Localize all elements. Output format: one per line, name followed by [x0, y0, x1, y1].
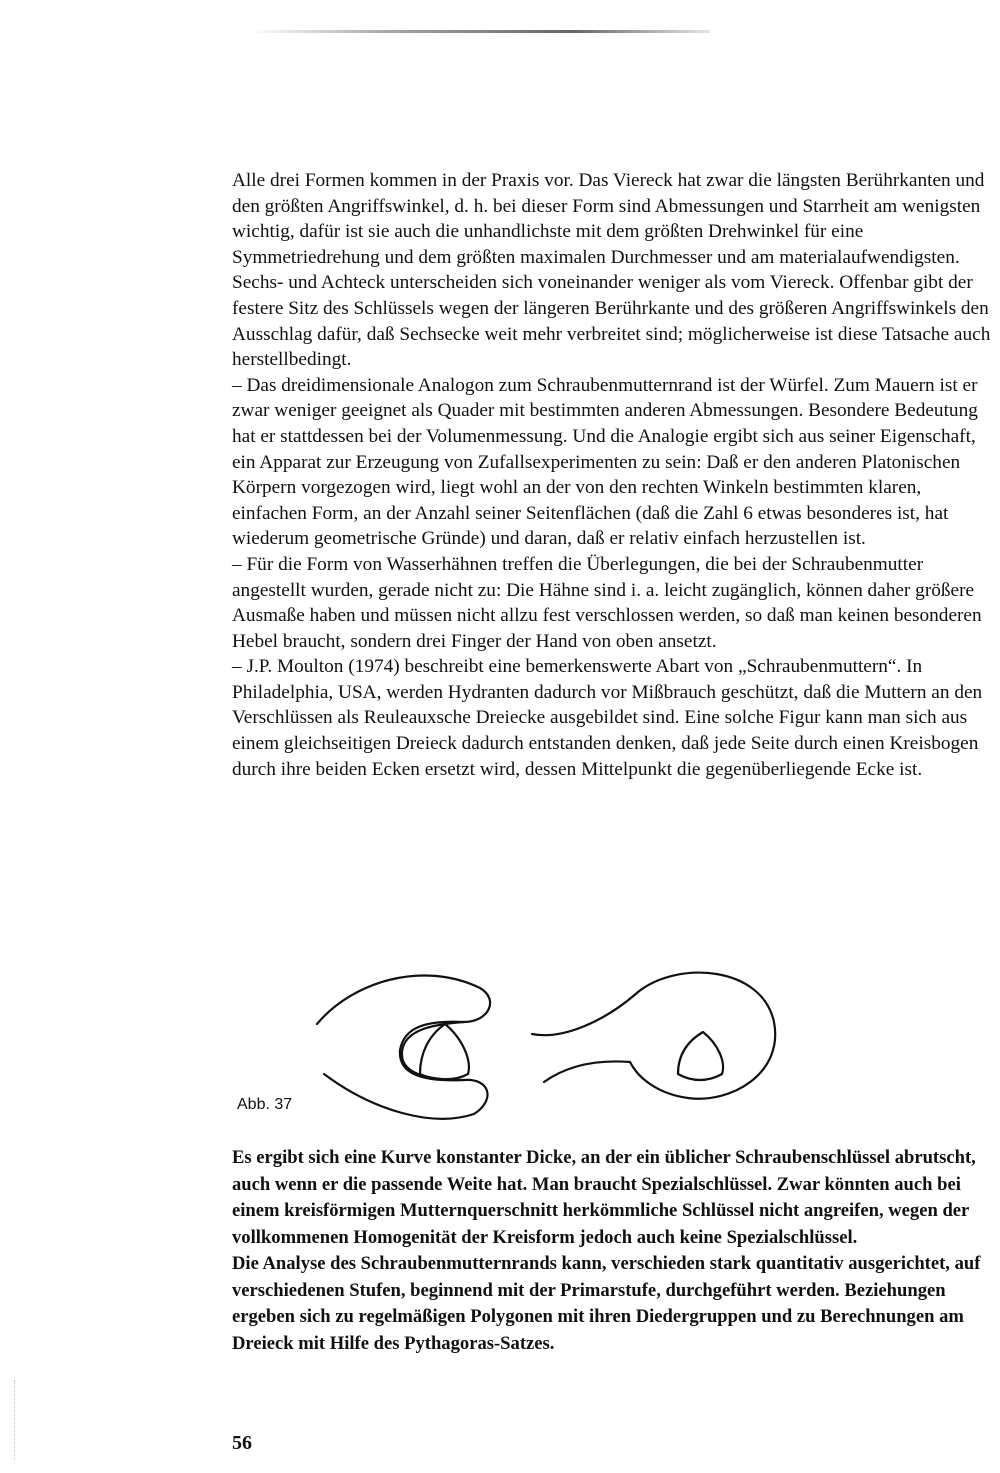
- page-number: 56: [232, 1432, 252, 1454]
- reuleaux-nut-right: [678, 1032, 723, 1080]
- paragraph-faucets: – Für die Form von Wasserhähnen treffen die Überlegungen, die bei der Schraubenmutter angestellt wurden, gerade nicht zu: Die Hähne sind i. a. leicht zugänglich, können daher größere Ausmaße haben und müssen nicht allzu fest verschlossen werden, so daß man keinen besonderen Hebel braucht, sondern drei Finger der Hand von oben ansetzt.: [232, 553, 982, 652]
- scan-artifact-top: [250, 30, 710, 33]
- main-text-block: [232, 168, 992, 782]
- paragraph-constant-width: Es ergibt sich eine Kurve konstanter Dicke, an der ein üblicher Schraubenschlüssel abrutscht, auch wenn er die passende Weite hat. Man braucht Spezialschlüssel. Zwar könnten auch bei einem kreisförmigen Mutternquerschnitt herkömmliche Schlüssel nicht angreifen, wegen der vollkommenen Homogenität der Kreisform jedoch auch keine Spezialschlüssel.: [232, 1147, 976, 1248]
- paragraph-analysis: Die Analyse des Schraubenmutternrands kann, verschieden stark quantitativ ausgerichtet, auf verschiedenen Stufen, beginnend mit der Primarstufe, durchgeführt werden. Beziehungen ergeben sich zu regelmäßigen Polygonen mit ihren Diedergruppen und zu Berechnungen am Dreieck mit Hilfe des Pythagoras-Satzes.: [232, 1253, 981, 1354]
- reuleaux-nut-left: [420, 1024, 469, 1079]
- paragraph-cube: – Das dreidimensionale Analogon zum Schraubenmutternrand ist der Würfel. Zum Mauern ist er zwar weniger geeignet als Quader mit bestimmten anderen Abmessungen. Besondere Bedeutung hat er stattdessen bei der Volumenmessung. Und die Analogie ergibt sich aus seiner Eigenschaft, ein Apparat zur Erzeugung von Zufallsexperimenten zu sein: Daß er den anderen Platonischen Körpern vorgezogen wird, liegt wohl an der von den rechten Winkeln bestimmten klaren, einfachen Form, an der Anzahl seiner Seitenflächen (daß die Zahl 6 etwas besonderes ist, hat wiederum geometrische Gründe) und daran, daß er relativ einfach herzustellen ist.: [232, 374, 978, 550]
- paragraph-moulton: – J.P. Moulton (1974) beschreibt eine bemerkenswerte Abart von „Schraubenmuttern“. In Philadelphia, USA, werden Hydranten dadurch vor Mißbrauch geschützt, daß die Muttern an den Verschlüssen als Reuleauxsche Dreiecke ausgebildet sind. Eine solche Figur kann man sich aus einem gleichseitigen Dreieck dadurch entstanden denken, daß jede Seite durch einen Kreisbogen durch ihre beiden Ecken ersetzt wird, dessen Mittelpunkt die gegenüberliegende Ecke ist.: [232, 656, 983, 780]
- figure-drawing: [232, 950, 792, 1125]
- paragraph-shapes: Alle drei Formen kommen in der Praxis vor. Das Viereck hat zwar die längsten Berührkanten und den größten Angriffswinkel, d. h. bei dieser Form sind Abmessungen und Starrheit am wenigsten wichtig, dafür ist sie auch die unhandlichste mit dem größten Drehwinkel für eine Symmetriedrehung und dem größten maximalen Durchmesser und am materialaufwendigsten. Sechs- und Achteck unterscheiden sich voneinander weniger als vom Viereck. Offenbar gibt der festere Sitz des Schlüssels wegen der längeren Berührkante und des größeren Angriffswinkels den Ausschlag dafür, daß Sechsecke weit mehr verbreitet sind; möglicherweise ist diese Tatsache auch herstellbedingt.: [232, 170, 991, 371]
- scan-artifact-left: [14, 1380, 16, 1460]
- figure-reuleaux-wrenches: [232, 950, 792, 1125]
- closing-text-block: [232, 1145, 992, 1357]
- wrench-handle: [532, 973, 775, 1099]
- figure-caption: Abb. 37: [237, 1096, 293, 1113]
